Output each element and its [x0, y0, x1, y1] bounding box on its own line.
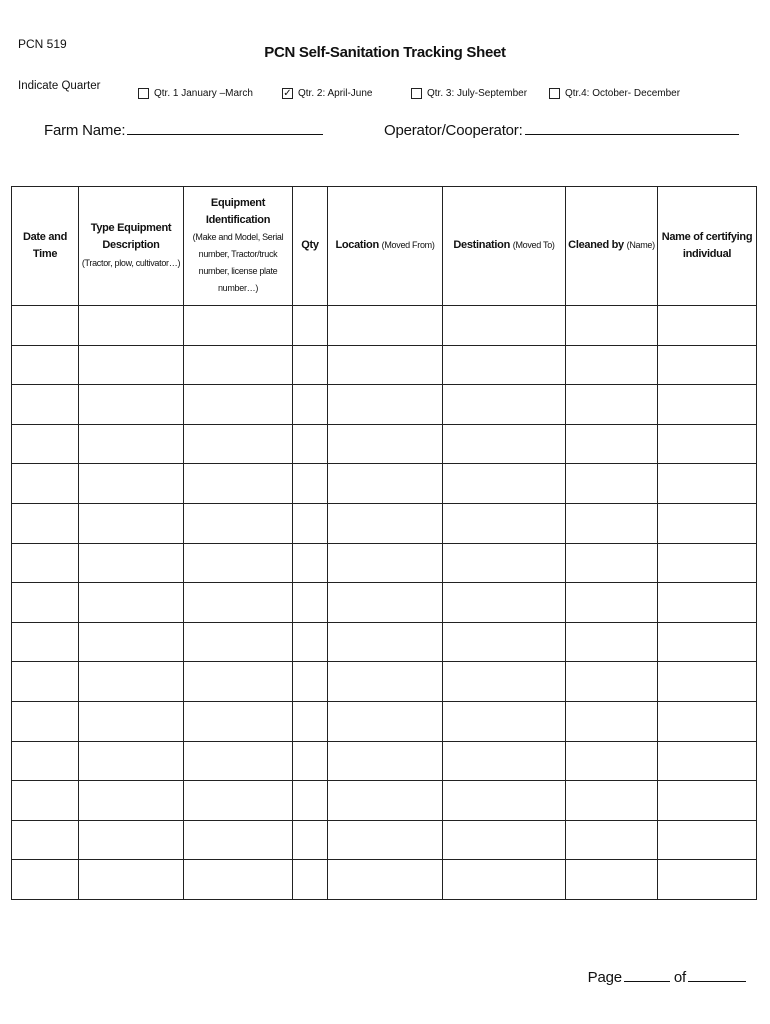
- cell-date-time[interactable]: [12, 345, 79, 385]
- cell-certifying-individual[interactable]: [658, 385, 757, 425]
- cell-cleaned-by[interactable]: [566, 741, 658, 781]
- cell-qty[interactable]: [293, 622, 328, 662]
- cell-equipment-type[interactable]: [79, 583, 184, 623]
- table-row: [12, 741, 757, 781]
- cell-qty[interactable]: [293, 306, 328, 346]
- cell-equipment-type[interactable]: [79, 860, 184, 900]
- cell-equipment-id[interactable]: [184, 781, 293, 821]
- column-header-equipment-type: Type Equipment Description (Tractor, plow, cultivator…): [79, 187, 184, 306]
- cell-date-time[interactable]: [12, 503, 79, 543]
- cell-location[interactable]: [328, 345, 443, 385]
- cell-certifying-individual[interactable]: [658, 781, 757, 821]
- cell-location[interactable]: [328, 781, 443, 821]
- cell-cleaned-by[interactable]: [566, 464, 658, 504]
- cell-certifying-individual[interactable]: [658, 503, 757, 543]
- cell-qty[interactable]: [293, 662, 328, 702]
- cell-cleaned-by[interactable]: [566, 306, 658, 346]
- cell-equipment-id[interactable]: [184, 701, 293, 741]
- cell-equipment-type[interactable]: [79, 503, 184, 543]
- cell-destination[interactable]: [443, 503, 566, 543]
- cell-destination[interactable]: [443, 860, 566, 900]
- cell-equipment-id[interactable]: [184, 543, 293, 583]
- cell-location[interactable]: [328, 424, 443, 464]
- cell-equipment-type[interactable]: [79, 622, 184, 662]
- cell-equipment-id[interactable]: [184, 424, 293, 464]
- cell-equipment-type[interactable]: [79, 385, 184, 425]
- page-total-blank[interactable]: [688, 967, 746, 982]
- table-row: [12, 820, 757, 860]
- cell-certifying-individual[interactable]: [658, 820, 757, 860]
- cell-destination[interactable]: [443, 701, 566, 741]
- cell-destination[interactable]: [443, 543, 566, 583]
- table-row: [12, 424, 757, 464]
- checkbox-icon[interactable]: [411, 88, 422, 99]
- cell-equipment-type[interactable]: [79, 464, 184, 504]
- cell-qty[interactable]: [293, 543, 328, 583]
- cell-cleaned-by[interactable]: [566, 543, 658, 583]
- cell-location[interactable]: [328, 662, 443, 702]
- cell-qty[interactable]: [293, 583, 328, 623]
- cell-qty[interactable]: [293, 464, 328, 504]
- cell-destination[interactable]: [443, 424, 566, 464]
- cell-certifying-individual[interactable]: [658, 424, 757, 464]
- page-counter: [588, 967, 746, 986]
- table-row: [12, 503, 757, 543]
- cell-equipment-type[interactable]: [79, 741, 184, 781]
- cell-qty[interactable]: [293, 385, 328, 425]
- cell-qty[interactable]: [293, 860, 328, 900]
- page-title: PCN Self-Sanitation Tracking Sheet: [264, 44, 506, 61]
- cell-location[interactable]: [328, 543, 443, 583]
- cell-equipment-type[interactable]: [79, 781, 184, 821]
- cell-qty[interactable]: [293, 424, 328, 464]
- operator-label: Operator/Cooperator:: [384, 122, 523, 139]
- form-id: PCN 519: [18, 37, 67, 51]
- cell-certifying-individual[interactable]: [658, 345, 757, 385]
- cell-destination[interactable]: [443, 464, 566, 504]
- cell-destination[interactable]: [443, 741, 566, 781]
- cell-equipment-id[interactable]: [184, 464, 293, 504]
- cell-date-time[interactable]: [12, 543, 79, 583]
- cell-date-time[interactable]: [12, 583, 79, 623]
- cell-location[interactable]: [328, 820, 443, 860]
- cell-date-time[interactable]: [12, 464, 79, 504]
- table-row: [12, 860, 757, 900]
- cell-date-time[interactable]: [12, 306, 79, 346]
- table-row: [12, 662, 757, 702]
- column-header-equipment-id: Equipment Identification (Make and Model, Serial number, Tractor/truck number, license plate number…): [184, 187, 293, 306]
- quarter-option-label: Qtr.4: October- December: [565, 88, 681, 99]
- tracking-table: [11, 186, 757, 900]
- table-header-row: [12, 187, 757, 306]
- cell-cleaned-by[interactable]: [566, 701, 658, 741]
- cell-certifying-individual[interactable]: [658, 464, 757, 504]
- column-header-location: Location (Moved From): [328, 187, 443, 306]
- cell-location[interactable]: [328, 701, 443, 741]
- table-row: [12, 622, 757, 662]
- cell-location[interactable]: [328, 385, 443, 425]
- cell-location[interactable]: [328, 583, 443, 623]
- quarter-option-3[interactable]: [411, 88, 527, 99]
- cell-date-time[interactable]: [12, 662, 79, 702]
- cell-location[interactable]: [328, 741, 443, 781]
- cell-destination[interactable]: [443, 781, 566, 821]
- cell-cleaned-by[interactable]: [566, 583, 658, 623]
- cell-destination[interactable]: [443, 583, 566, 623]
- cell-date-time[interactable]: [12, 781, 79, 821]
- cell-date-time[interactable]: [12, 820, 79, 860]
- cell-location[interactable]: [328, 503, 443, 543]
- cell-cleaned-by[interactable]: [566, 860, 658, 900]
- checkbox-icon[interactable]: [138, 88, 149, 99]
- table-row: [12, 701, 757, 741]
- cell-cleaned-by[interactable]: [566, 781, 658, 821]
- cell-qty[interactable]: [293, 345, 328, 385]
- quarter-option-label: Qtr. 1 January –March: [154, 88, 253, 99]
- cell-equipment-type[interactable]: [79, 820, 184, 860]
- cell-equipment-type[interactable]: [79, 543, 184, 583]
- cell-qty[interactable]: [293, 701, 328, 741]
- table-body: [12, 306, 757, 900]
- cell-certifying-individual[interactable]: [658, 543, 757, 583]
- cell-date-time[interactable]: [12, 701, 79, 741]
- page-label: Page: [587, 969, 622, 986]
- quarter-option-label: Qtr. 3: July-September: [427, 88, 528, 99]
- cell-date-time[interactable]: [12, 741, 79, 781]
- cell-certifying-individual[interactable]: [658, 622, 757, 662]
- cell-equipment-type[interactable]: [79, 701, 184, 741]
- of-label: of: [673, 969, 686, 986]
- operator-field[interactable]: [384, 120, 739, 139]
- cell-date-time[interactable]: [12, 424, 79, 464]
- cell-location[interactable]: [328, 860, 443, 900]
- table-row: [12, 345, 757, 385]
- cell-equipment-id[interactable]: [184, 583, 293, 623]
- table-row: [12, 543, 757, 583]
- cell-certifying-individual[interactable]: [658, 583, 757, 623]
- cell-equipment-id[interactable]: [184, 306, 293, 346]
- cell-destination[interactable]: [443, 345, 566, 385]
- cell-equipment-id[interactable]: [184, 503, 293, 543]
- table-row: [12, 781, 757, 821]
- cell-cleaned-by[interactable]: [566, 345, 658, 385]
- column-header-date-time: Date and Time: [12, 187, 79, 306]
- cell-location[interactable]: [328, 622, 443, 662]
- cell-equipment-id[interactable]: [184, 345, 293, 385]
- quarter-option-2[interactable]: [282, 88, 372, 99]
- cell-certifying-individual[interactable]: [658, 306, 757, 346]
- cell-equipment-id[interactable]: [184, 385, 293, 425]
- cell-destination[interactable]: [443, 662, 566, 702]
- cell-equipment-type[interactable]: [79, 424, 184, 464]
- quarter-option-1[interactable]: [138, 88, 253, 99]
- cell-location[interactable]: [328, 464, 443, 504]
- farm-name-field[interactable]: [44, 120, 323, 139]
- cell-date-time[interactable]: [12, 622, 79, 662]
- cell-equipment-id[interactable]: [184, 622, 293, 662]
- cell-cleaned-by[interactable]: [566, 662, 658, 702]
- cell-certifying-individual[interactable]: [658, 741, 757, 781]
- quarter-option-label: Qtr. 2: April-June: [298, 88, 373, 99]
- cell-cleaned-by[interactable]: [566, 385, 658, 425]
- cell-qty[interactable]: [293, 741, 328, 781]
- column-header-certifying-individual: Name of certifying individual: [658, 187, 757, 306]
- cell-equipment-id[interactable]: [184, 860, 293, 900]
- cell-certifying-individual[interactable]: [658, 701, 757, 741]
- cell-certifying-individual[interactable]: [658, 662, 757, 702]
- operator-blank[interactable]: [525, 120, 739, 135]
- table-row: [12, 464, 757, 504]
- cell-qty[interactable]: [293, 503, 328, 543]
- table-row: [12, 306, 757, 346]
- cell-destination[interactable]: [443, 385, 566, 425]
- cell-equipment-type[interactable]: [79, 306, 184, 346]
- table-row: [12, 583, 757, 623]
- cell-date-time[interactable]: [12, 385, 79, 425]
- cell-date-time[interactable]: [12, 860, 79, 900]
- cell-location[interactable]: [328, 306, 443, 346]
- quarter-option-4[interactable]: [549, 88, 680, 99]
- checkbox-icon[interactable]: [549, 88, 560, 99]
- cell-cleaned-by[interactable]: [566, 622, 658, 662]
- cell-cleaned-by[interactable]: [566, 820, 658, 860]
- cell-cleaned-by[interactable]: [566, 503, 658, 543]
- cell-destination[interactable]: [443, 622, 566, 662]
- page-number-blank[interactable]: [624, 967, 670, 982]
- cell-qty[interactable]: [293, 781, 328, 821]
- farm-name-label: Farm Name:: [44, 122, 126, 139]
- cell-certifying-individual[interactable]: [658, 860, 757, 900]
- cell-equipment-id[interactable]: [184, 741, 293, 781]
- quarter-label: Indicate Quarter: [18, 80, 101, 92]
- table-row: [12, 385, 757, 425]
- column-header-qty: Qty: [293, 187, 328, 306]
- checkbox-checked-icon[interactable]: ✓: [283, 88, 292, 99]
- cell-destination[interactable]: [443, 306, 566, 346]
- cell-equipment-id[interactable]: [184, 820, 293, 860]
- column-header-destination: Destination (Moved To): [443, 187, 566, 306]
- cell-equipment-type[interactable]: [79, 345, 184, 385]
- cell-qty[interactable]: [293, 820, 328, 860]
- cell-destination[interactable]: [443, 820, 566, 860]
- farm-name-blank[interactable]: [127, 120, 323, 135]
- column-header-cleaned-by: Cleaned by (Name): [566, 187, 658, 306]
- cell-equipment-id[interactable]: [184, 662, 293, 702]
- cell-cleaned-by[interactable]: [566, 424, 658, 464]
- cell-equipment-type[interactable]: [79, 662, 184, 702]
